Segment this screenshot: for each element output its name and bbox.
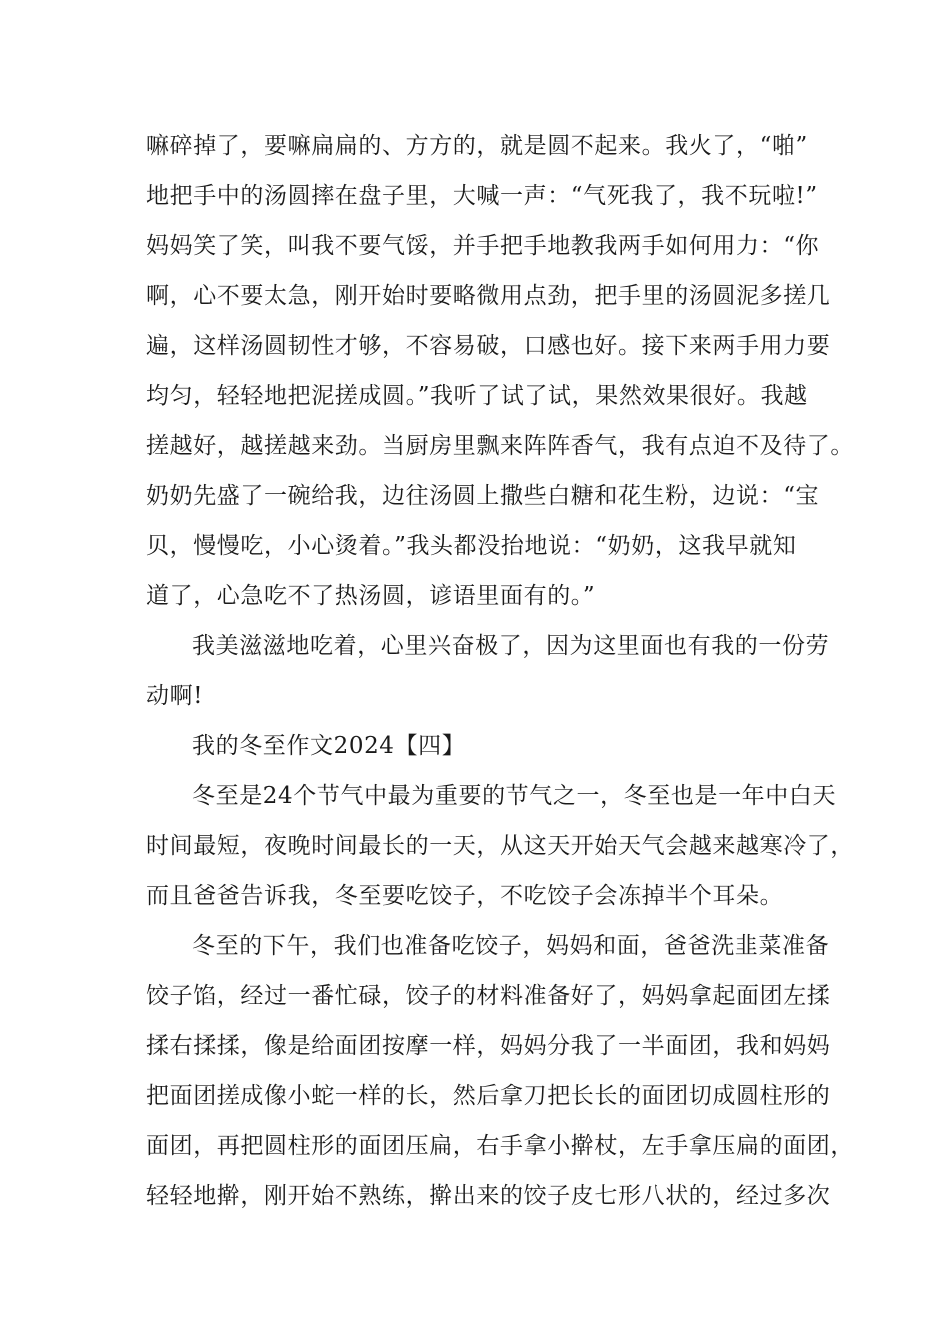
- section-heading: 我的冬至作文2024【四】: [192, 733, 466, 759]
- document-body: [146, 128, 854, 1228]
- text-line: 搓越好，越搓越来劲。当厨房里飘来阵阵香气，我有点迫不及待了。: [146, 433, 854, 459]
- text-line: 道了，心急吃不了热汤圆，谚语里面有的。”: [146, 583, 596, 609]
- text-line: 把面团搓成像小蛇一样的长，然后拿刀把长长的面团切成圆柱形的: [146, 1083, 831, 1109]
- text-line: 嘛碎掉了，要嘛扁扁的、方方的，就是圆不起来。我火了，“啪”: [146, 133, 808, 159]
- text-line: 啊，心不要太急，刚开始时要略微用点劲，把手里的汤圆泥多搓几: [146, 283, 831, 309]
- text-line: 地把手中的汤圆摔在盘子里，大喊一声：“气死我了，我不玩啦!”: [146, 183, 818, 209]
- text-line: 时间最短，夜晚时间最长的一天，从这天开始天气会越来越寒冷了，: [146, 833, 854, 859]
- text-line: 面团，再把圆柱形的面团压扁，右手拿小擀杖，左手拿压扁的面团，: [146, 1133, 854, 1159]
- text-line: 贝，慢慢吃，小心烫着。”我头都没抬地说：“奶奶，这我早就知: [146, 533, 797, 559]
- text-line: 奶奶先盛了一碗给我，边往汤圆上撒些白糖和花生粉，边说：“宝: [146, 483, 820, 509]
- text-line: 轻轻地擀，刚开始不熟练，擀出来的饺子皮七形八状的，经过多次: [146, 1183, 831, 1209]
- paragraph-start-line: 冬至是24个节气中最为重要的节气之一，冬至也是一年中白天: [192, 783, 837, 809]
- paragraph-start-line: 冬至的下午，我们也准备吃饺子，妈妈和面，爸爸洗韭菜准备: [192, 933, 830, 959]
- text-line: 而且爸爸告诉我，冬至要吃饺子，不吃饺子会冻掉半个耳朵。: [146, 883, 784, 909]
- text-line: 揉右揉揉，像是给面团按摩一样，妈妈分我了一半面团，我和妈妈: [146, 1033, 831, 1059]
- text-line: 饺子馅，经过一番忙碌，饺子的材料准备好了，妈妈拿起面团左揉: [146, 983, 831, 1009]
- text-line: 动啊!: [146, 683, 204, 709]
- text-line: 遍，这样汤圆韧性才够，不容易破，口感也好。接下来两手用力要: [146, 333, 831, 359]
- text-line: 妈妈笑了笑，叫我不要气馁，并手把手地教我两手如何用力：“你: [146, 233, 820, 259]
- text-line: 均匀，轻轻地把泥搓成圆。”我听了试了试，果然效果很好。我越: [146, 383, 808, 409]
- paragraph-start-line: 我美滋滋地吃着，心里兴奋极了，因为这里面也有我的一份劳: [192, 633, 830, 659]
